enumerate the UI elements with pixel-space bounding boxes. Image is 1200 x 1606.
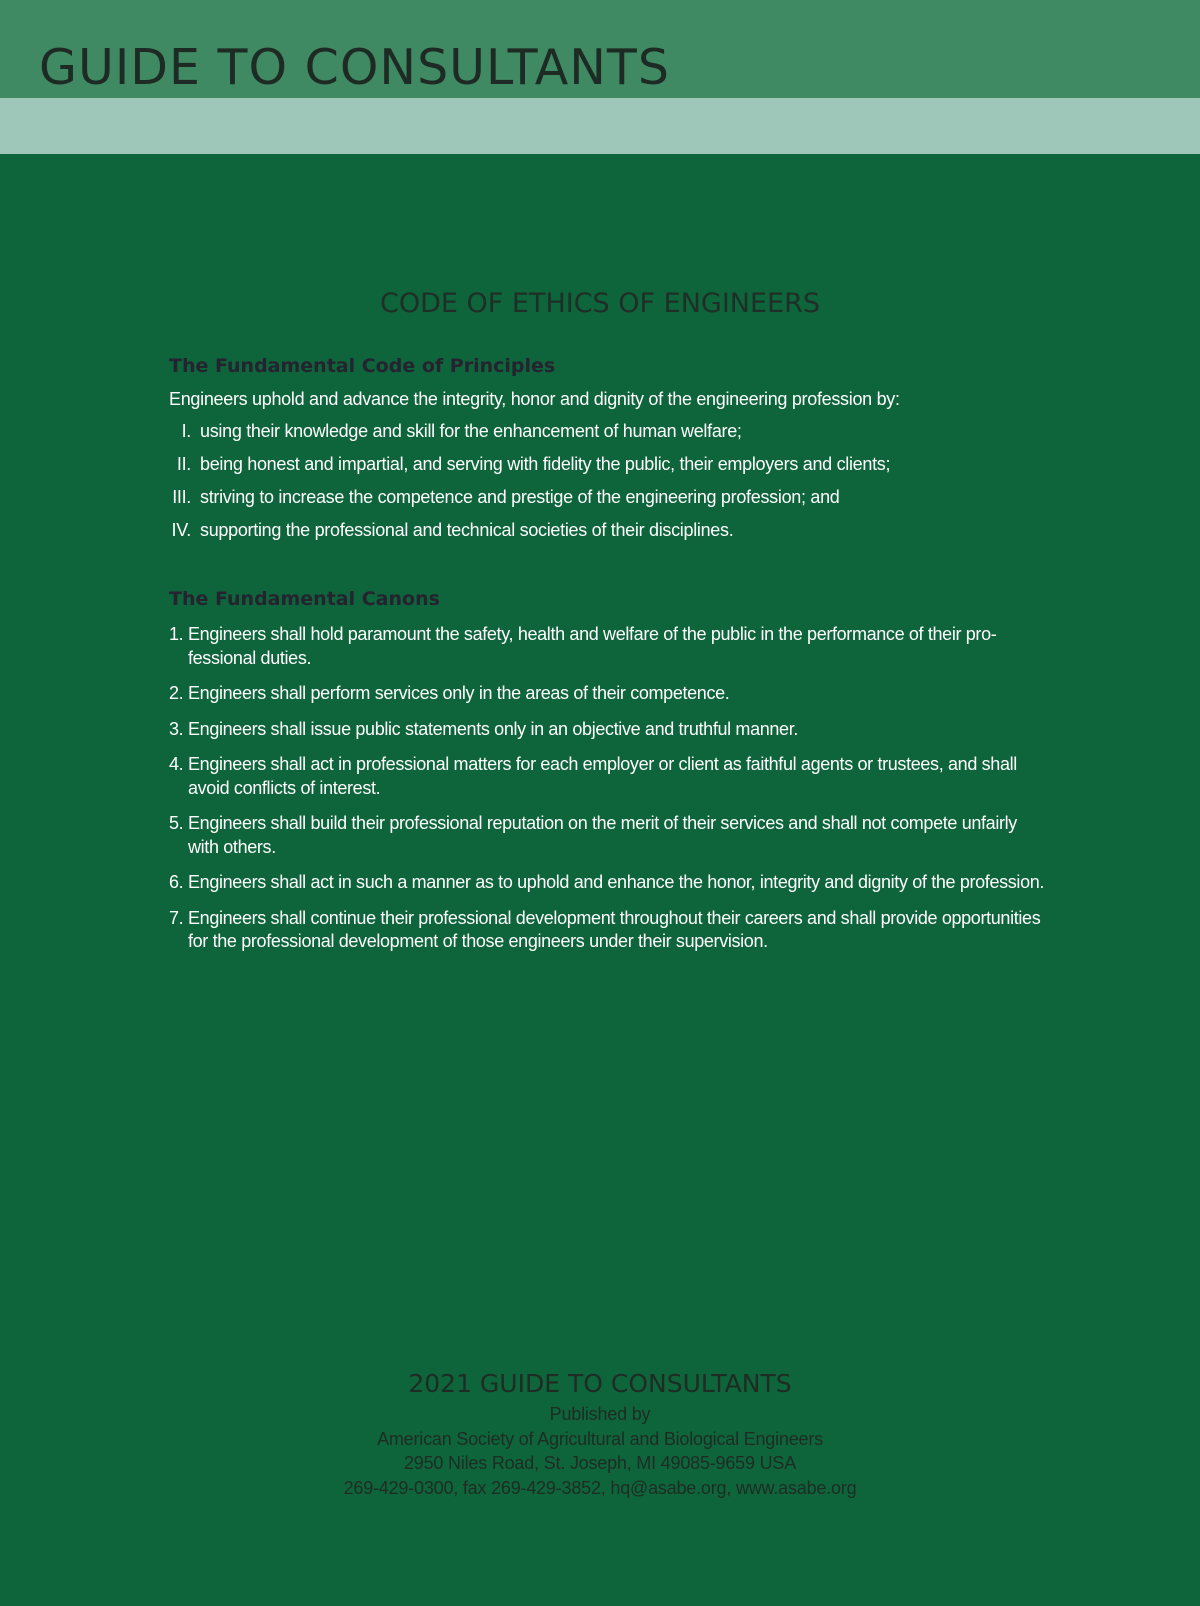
canon-text: Engineers shall issue public statements only in an objective and truthful manner. (188, 718, 799, 739)
principle-item (169, 517, 890, 550)
header-accent-band (0, 98, 1200, 154)
principles-intro: Engineers uphold and advance the integrity, honor and dignity of the engineering profession by: (169, 389, 900, 409)
canon-marker: 7. (169, 907, 184, 928)
canon-item (169, 907, 1049, 954)
canon-item (169, 753, 1049, 800)
canon-item (169, 682, 1049, 706)
page-title: GUIDE TO CONSULTANTS (39, 39, 670, 96)
canon-text: Engineers shall hold paramount the safety, health and welfare of the public in the performance of their professional duties. (188, 624, 997, 668)
canon-item (169, 623, 1049, 670)
canon-marker: 4. (169, 754, 184, 774)
canon-item (169, 871, 1049, 895)
canon-marker: 2. (169, 683, 184, 703)
principle-item (169, 451, 890, 484)
principles-list (169, 418, 890, 550)
principle-item (169, 418, 890, 451)
canons-list (169, 623, 1049, 966)
footer-contact: 269-429-0300, fax 269-429-3852, hq@asabe.org, www.asabe.org (343, 1477, 857, 1498)
principle-marker: I. (181, 421, 191, 441)
principle-item (169, 484, 890, 517)
principle-marker: II. (176, 454, 191, 474)
canon-item (169, 812, 1049, 859)
canon-text: Engineers shall act in such a manner as to uphold and enhance the honor, integrity and dignity of the profession. (188, 872, 1045, 892)
principle-text: striving to increase the competence and prestige of the engineering profession; and (200, 487, 840, 507)
canon-item (169, 718, 1049, 742)
principle-marker: III. (172, 487, 191, 507)
principle-text: using their knowledge and skill for the enhancement of human welfare; (200, 421, 742, 441)
canon-marker: 6. (169, 872, 184, 892)
canons-heading: The Fundamental Canons (169, 588, 440, 610)
principles-heading: The Fundamental Code of Principles (169, 355, 556, 377)
section-title: CODE OF ETHICS OF ENGINEERS (379, 288, 820, 319)
footer-published-by: Published by (549, 1404, 651, 1424)
canon-marker: 3. (169, 718, 184, 739)
publication-footer (0, 1366, 1200, 1500)
footer-title: 2021 GUIDE TO CONSULTANTS (408, 1369, 792, 1398)
principle-marker: IV. (171, 520, 191, 540)
canon-text: Engineers shall build their professional reputation on the merit of their services and shall not compete unfairly with others. (188, 813, 1017, 857)
footer-organization: American Society of Agricultural and Biological Engineers (377, 1428, 823, 1449)
canon-marker: 1. (169, 624, 184, 644)
canon-text: Engineers shall perform services only in the areas of their competence. (188, 683, 730, 703)
principle-text: being honest and impartial, and serving with fidelity the public, their employers and clients; (200, 454, 891, 474)
principle-text: supporting the professional and technical societies of their disciplines. (200, 520, 734, 540)
canon-marker: 5. (169, 813, 184, 833)
footer-address: 2950 Niles Road, St. Joseph, MI 49085-9659 USA (403, 1453, 797, 1473)
canon-text: Engineers shall continue their professional development throughout their careers and shall provide opportunities for the professional development of those engineers under their supervision. (188, 907, 1041, 951)
canon-text: Engineers shall act in professional matters for each employer or client as faithful agents or trustees, and shall avoid conflicts of interest. (188, 754, 1017, 798)
